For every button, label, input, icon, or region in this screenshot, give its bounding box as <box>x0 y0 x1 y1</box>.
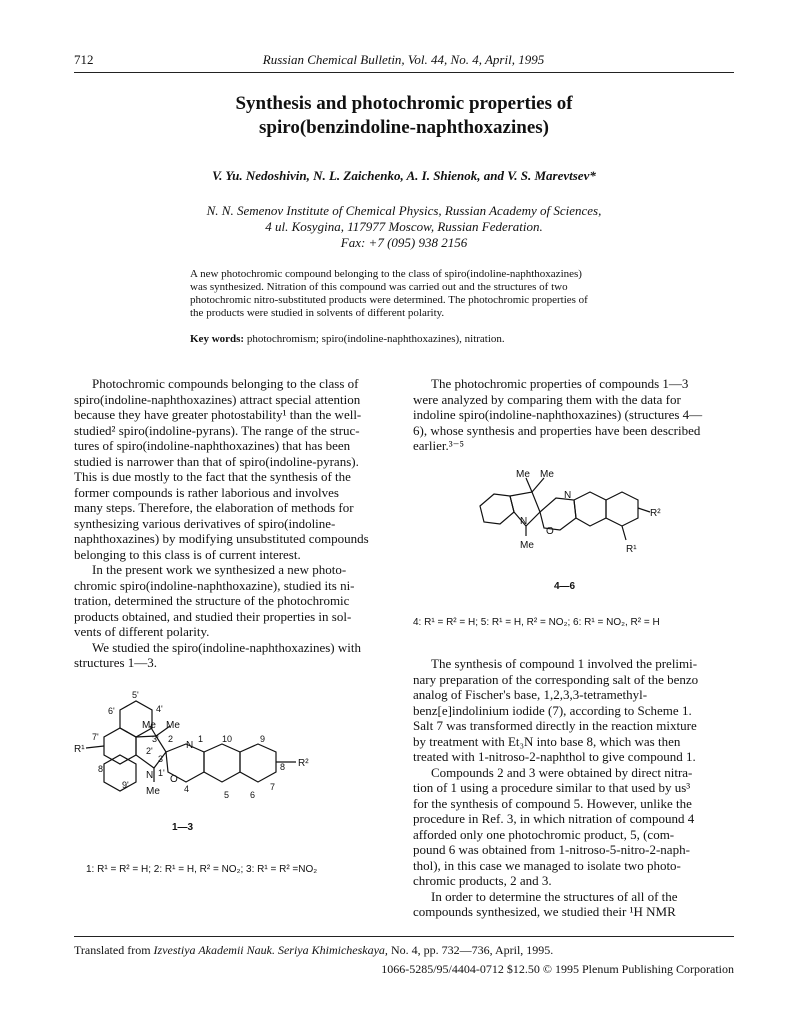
affiliation-line: N. N. Semenov Institute of Chemical Physics, Russian Academy of Sciences, <box>206 203 602 218</box>
label-2: 2 <box>168 734 174 744</box>
label-5: 5 <box>224 790 230 800</box>
abstract-line: A new photochromic compound belonging to the class of spiro(indoline-naphthoxazines) <box>190 268 582 280</box>
nitrogen-label: N <box>146 770 154 781</box>
paragraph-line: tures of spiro(indoline-naphthoxazines) that has been <box>74 438 351 453</box>
authors: V. Yu. Nedoshivin, N. L. Zaichenko, A. I. Shienok, and V. S. Marevtsev* <box>212 168 596 183</box>
paragraph-line: procedure in Ref. 3, in which nitration of compound 4 <box>413 811 695 826</box>
structure-caption-4-6: 4—6 <box>554 581 576 592</box>
label-6: 6 <box>250 790 256 800</box>
page-number: 712 <box>74 52 94 67</box>
paragraph-line: products obtained, and studied their properties in sol- <box>74 608 352 624</box>
header-rule <box>74 72 734 73</box>
r1-label: R¹ <box>626 544 637 555</box>
paragraph-line: nary preparation of the corresponding salt of the benzo <box>413 671 699 687</box>
paragraph-line: The photochromic properties of compounds 1—3 <box>431 376 689 391</box>
title-line-2: spiro(benzindoline-naphthoxazines) <box>259 117 549 138</box>
methyl-label: Me <box>142 720 156 731</box>
methyl-label: Me <box>520 540 534 551</box>
paragraph-line: chromic products, 2 and 3. <box>413 873 552 888</box>
nitrogen-label: N <box>520 516 528 527</box>
label-4: 4 <box>184 784 190 794</box>
article-title <box>74 92 734 140</box>
label-8p: 8' <box>98 764 105 774</box>
paragraph-line: tion of 1 using a procedure similar to that used by us³ <box>413 780 691 795</box>
journal-header: Russian Chemical Bulletin, Vol. 44, No. 4, April, 1995 <box>262 52 545 67</box>
label-10: 10 <box>222 734 233 744</box>
label-6p: 6' <box>108 706 115 716</box>
naph-ring-b <box>606 492 638 526</box>
methyl-label: Me <box>540 469 554 480</box>
paragraph-line: pound 6 was obtained from 1-nitroso-5-nitro-2-naph- <box>413 842 690 857</box>
paragraph-line: analog of Fischer's base, 1,2,3,3-tetramethyl- <box>413 687 648 702</box>
paragraph-line: Salt 7 was transformed directly in the reaction mixture <box>413 718 697 733</box>
structure-definitions-4-6: 4: R¹ = R² = H; 5: R¹ = H, R² = NO₂; 6: R¹ = NO₂, R² = H <box>413 617 660 628</box>
methyl-label: Me <box>166 720 180 731</box>
affiliation-line: Fax: +7 (095) 938 2156 <box>340 235 468 250</box>
abstract-line: was synthesized. Nitration of this compound was carried out and the structures of two <box>190 281 568 293</box>
paragraph-line: In the present work we synthesized a new photo- <box>92 562 347 577</box>
label-9: 9 <box>260 734 266 744</box>
structure-4-6 <box>470 468 700 564</box>
paragraph-line: earlier.³⁻⁵ <box>413 438 465 453</box>
paragraph-line: studied is narrower than that of spiro(indoline-pyrans). <box>74 453 359 469</box>
paragraph-line: thol), in this case we managed to isolate two photo- <box>413 857 681 873</box>
naph-ring-a <box>204 744 240 782</box>
abstract-line: photochromic nitro-substituted products were determined. The photochromic properties of <box>190 294 588 306</box>
footer-rule <box>74 936 734 937</box>
r2-label: R² <box>650 508 661 519</box>
label-1p: 1' <box>158 768 165 778</box>
benzo-ring-top <box>120 701 152 737</box>
paragraph-line: former compounds is rather laborious and involves <box>74 484 339 500</box>
paragraph-line: 6), whose synthesis and properties have been described <box>413 422 701 438</box>
nitrogen-label: N <box>564 490 572 501</box>
label-7p: 7' <box>92 732 99 742</box>
nitrogen-label: N <box>186 740 194 751</box>
methyl-label: Me <box>146 786 160 797</box>
oxygen-label: O <box>170 774 178 785</box>
methyl-label: Me <box>516 469 530 480</box>
paragraph-line: belonging to this class is of current interest. <box>74 546 301 562</box>
keywords-label: Key words: <box>190 333 245 345</box>
paragraph-line: studied² spiro(indoline-pyrans). The range of the struc- <box>74 422 360 438</box>
paragraph-line: because they have greater photostability¹ than the well- <box>74 407 362 422</box>
left-column-text <box>74 376 390 671</box>
label-3p: 3' <box>152 734 159 744</box>
structure-caption-1-3: 1—3 <box>172 822 194 833</box>
paragraph-line: Photochromic compounds belonging to the class of <box>92 376 359 391</box>
paragraph-line: tration, determined the structure of the photochromic <box>74 593 350 608</box>
r1-label: R¹ <box>74 744 85 755</box>
keywords-text: photochromism; spiro(indoline-naphthoxazines), nitration. <box>246 333 505 345</box>
paragraph-line: afforded only one photochromic product, 5, (com- <box>413 826 675 842</box>
copyright-line: 1066-5285/95/4404-0712 $12.50 © 1995 Plenum Publishing Corporation <box>381 962 734 976</box>
translated-source: Izvestiya Akademii Nauk. Seriya Khimicheskaya, <box>153 943 388 957</box>
paragraph-line: for the synthesis of compound 5. However, unlike the <box>413 795 692 811</box>
label-5p: 5' <box>132 690 139 700</box>
keywords <box>190 333 620 345</box>
translation-note <box>74 943 553 958</box>
paragraph-line: naphthoxazines) by modifying unsubstituted compounds <box>74 531 369 546</box>
structure-1-3 <box>74 690 390 860</box>
paragraph-line: synthesizing various derivatives of spiro(indoline- <box>74 515 336 531</box>
right-column-bottom-text <box>413 656 734 920</box>
naphthyl-ring-middle <box>104 728 136 764</box>
label-2p: 2' <box>146 746 153 756</box>
abstract <box>190 268 620 320</box>
paragraph-line: were analyzed by comparing them with the data for <box>413 391 681 407</box>
paragraph-line: vents of different polarity. <box>74 624 210 639</box>
label-8: 8 <box>280 762 286 772</box>
label-4p: 4' <box>156 704 163 714</box>
paragraph-line: structures 1—3. <box>74 655 158 670</box>
oxygen-label: O <box>546 526 554 537</box>
paragraph-line: We studied the spiro(indoline-naphthoxazines) with <box>92 639 362 655</box>
paragraph-line: treated with 1-nitroso-2-naphthol to give compound 1. <box>413 749 696 764</box>
naph-ring-a <box>574 492 606 526</box>
structure-definitions-1-3: 1: R¹ = R² = H; 2: R¹ = H, R² = NO₂; 3: R¹ = R² =NO₂ <box>86 864 318 875</box>
paragraph-line: In order to determine the structures of all of the <box>431 888 678 904</box>
affiliation-line: 4 ul. Kosygina, 117977 Moscow, Russian Federation. <box>265 219 543 234</box>
paragraph-line: many steps. Therefore, the elaboration of methods for <box>74 500 354 515</box>
label-7: 7 <box>270 782 276 792</box>
r2-label: R² <box>298 758 309 769</box>
translated-suffix: No. 4, pp. 732—736, April, 1995. <box>390 943 554 957</box>
affiliation <box>74 203 734 251</box>
label-3: 3 <box>158 754 164 764</box>
paragraph-line: chromic spiro(indoline-naphthoxazine), studied its ni- <box>74 577 355 593</box>
label-9p: 9' <box>122 780 129 790</box>
paragraph-line: by treatment with Et₃N into base 8, which was then <box>413 733 681 749</box>
abstract-line: the products were studied in solvents of different polarity. <box>190 307 445 319</box>
paragraph-line: spiro(indoline-naphthoxazines) attract special attention <box>74 391 361 407</box>
naphthyl-ring-bottom <box>104 755 136 791</box>
paragraph-line: compounds synthesized, we studied their ¹H NMR <box>413 904 676 919</box>
paragraph-line: indoline spiro(indoline-naphthoxazines) (structures 4— <box>413 407 703 422</box>
benzo-ring <box>480 494 514 524</box>
paragraph-line: Compounds 2 and 3 were obtained by direct nitra- <box>431 764 693 780</box>
right-column-top-text <box>413 376 734 454</box>
naph-ring-b <box>240 744 276 782</box>
paragraph-line: benz[e]indolinium iodide (7), according to Scheme 1. <box>413 702 692 718</box>
paragraph-line: This is due mostly to the fact that the synthesis of the <box>74 469 351 484</box>
label-1: 1 <box>198 734 204 744</box>
title-line-1: Synthesis and photochromic properties of <box>235 93 573 114</box>
paragraph-line: The synthesis of compound 1 involved the prelimi- <box>431 656 698 671</box>
translated-prefix: Translated from <box>74 943 151 957</box>
